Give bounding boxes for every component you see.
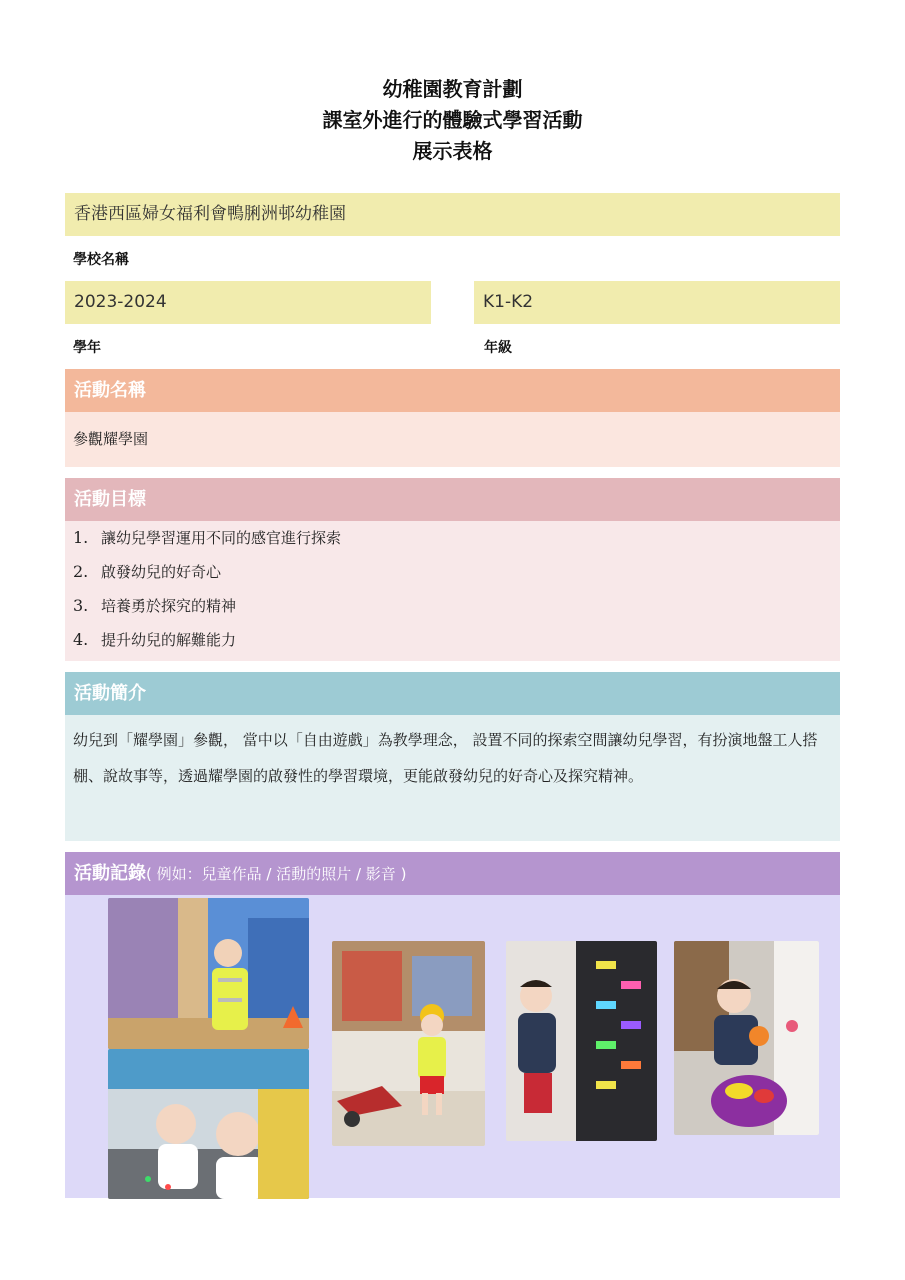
activity-name-heading: 活動名稱	[74, 380, 146, 401]
title-line-1: 幼稚園教育計劃	[382, 77, 523, 101]
objectives-list	[73, 524, 341, 660]
objectives-heading: 活動目標	[74, 489, 146, 510]
intro-header	[65, 672, 840, 715]
list-item: 1. 讓幼兒學習運用不同的感官進行探索	[73, 528, 342, 547]
activity-name-value: 參觀耀學園	[73, 430, 149, 448]
record-subheading: ( 例如：兒童作品 / 活動的照片 / 影音 )	[146, 865, 407, 883]
record-heading-wrap	[65, 852, 840, 896]
document-title	[0, 74, 905, 167]
school-name-value: 香港西區婦女福利會鴨脷洲邨幼稚園	[74, 204, 346, 224]
grade-value: K1-K2	[483, 292, 534, 312]
record-header	[65, 852, 840, 895]
grade-field	[474, 281, 840, 324]
photo-child-scaffolding-vest	[108, 898, 309, 1049]
photo-child-construction-helmet	[332, 941, 485, 1146]
photo-child-tube-wall	[506, 941, 657, 1141]
activity-name-body	[65, 412, 840, 467]
list-item: 3. 培養勇於探究的精神	[73, 596, 237, 615]
list-item: 2. 啟發幼兒的好奇心	[73, 562, 222, 581]
title-line-2: 課室外進行的體驗式學習活動	[322, 108, 583, 132]
intro-paragraph: 幼兒到「耀學園」參觀， 當中以「自由遊戲」為教學理念， 設置不同的探索空間讓幼兒學習，有扮演地盤工人搭棚、說故事等，透過耀學園的啟發性的學習環境，更能啟發幼兒的好奇心及探究精神。	[73, 731, 818, 785]
record-heading: 活動記錄	[74, 863, 146, 884]
school-year-value: 2023-2024	[74, 292, 167, 312]
photo-children-control-panel	[108, 1049, 309, 1199]
school-year-field	[65, 281, 431, 324]
grade-label: 年級	[484, 340, 512, 356]
school-name-label: 學校名稱	[73, 252, 129, 268]
photo-child-basket-fruit	[674, 941, 819, 1135]
title-line-3: 展示表格	[412, 139, 493, 163]
intro-heading: 活動簡介	[74, 683, 146, 704]
school-year-label: 學年	[73, 340, 101, 356]
school-name-field	[65, 193, 840, 236]
list-item: 4. 提升幼兒的解難能力	[73, 630, 237, 649]
objectives-header	[65, 478, 840, 521]
activity-name-header	[65, 369, 840, 412]
